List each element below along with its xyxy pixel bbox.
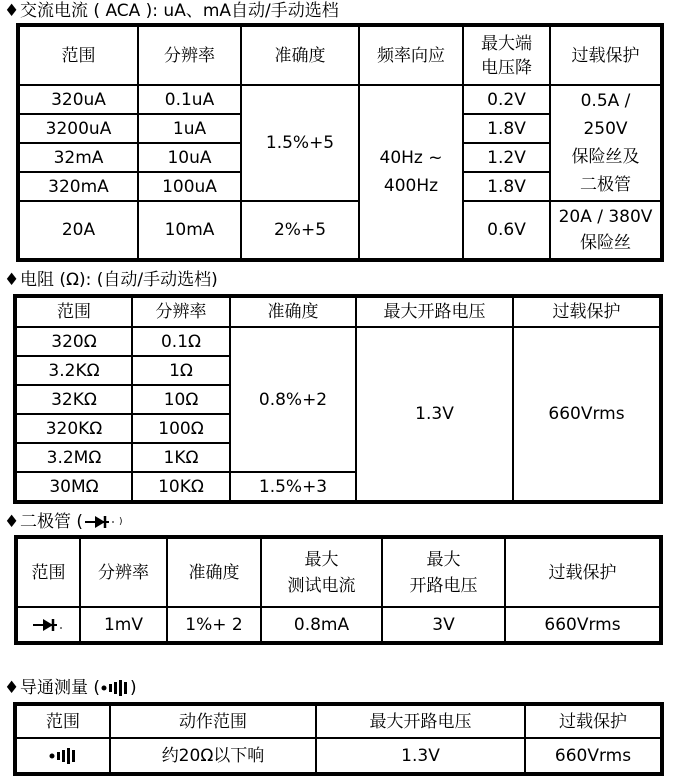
header-cell: 动作范围 <box>110 705 316 738</box>
range-cell: 32KΩ <box>16 385 132 414</box>
accuracy-cell: 2%+5 <box>241 201 359 259</box>
continuity-icon <box>100 678 130 698</box>
diode-icon <box>83 512 119 532</box>
resolution-cell: 0.1Ω <box>132 327 230 356</box>
header-cell: 最大端 电压降 <box>463 26 550 85</box>
frequency-cell: 40Hz ~ 400Hz <box>359 85 463 259</box>
resolution-cell: 100uA <box>138 172 241 201</box>
section-title-end: ) <box>119 517 123 527</box>
voltage-drop-cell: 1.2V <box>463 143 550 172</box>
header-cell: 过载保护 <box>525 705 661 738</box>
open-voltage-cell: 1.3V <box>356 327 513 501</box>
resistance-spec-table <box>15 296 661 502</box>
section-title-end: ) <box>130 678 137 698</box>
range-cell: 32mA <box>19 143 138 172</box>
section-title: 交流电流 ( ACA ): uA、mA自动/手动选档 <box>20 1 339 21</box>
action-range-cell: 约20Ω以下响 <box>110 738 316 773</box>
range-cell: 3.2MΩ <box>16 443 132 472</box>
protection-cell: 660Vrms <box>513 327 660 501</box>
voltage-drop-cell: 0.2V <box>463 85 550 114</box>
header-cell: 范围 <box>16 297 132 327</box>
voltage-drop-cell: 1.8V <box>463 172 550 201</box>
header-cell: 最大开路电压 <box>316 705 525 738</box>
header-cell: 最大开路电压 <box>356 297 513 327</box>
bullet-icon: ♦ <box>4 512 20 532</box>
range-cell <box>17 607 80 642</box>
header-cell: 最大 测试电流 <box>261 538 382 607</box>
header-cell: 准确度 <box>167 538 261 607</box>
header-cell: 最大 开路电压 <box>382 538 505 607</box>
range-cell: 3.2KΩ <box>16 356 132 385</box>
resolution-cell: 1KΩ <box>132 443 230 472</box>
aca-spec-table <box>18 25 662 260</box>
section-heading-continuity <box>4 677 137 699</box>
resolution-cell: 0.1uA <box>138 85 241 114</box>
protection-cell: 660Vrms <box>525 738 661 773</box>
open-voltage-cell: 3V <box>382 607 505 642</box>
range-cell: 320uA <box>19 85 138 114</box>
resolution-cell: 10mA <box>138 201 241 259</box>
header-cell: 范围 <box>16 705 110 738</box>
section-heading-diode <box>4 511 123 533</box>
test-current-cell: 0.8mA <box>261 607 382 642</box>
range-cell: 30MΩ <box>16 472 132 501</box>
diode-spec-table <box>16 537 661 643</box>
range-cell: 320KΩ <box>16 414 132 443</box>
header-cell: 过载保护 <box>550 26 661 85</box>
resolution-cell: 10Ω <box>132 385 230 414</box>
section-heading-aca <box>4 0 339 22</box>
header-cell: 分辨率 <box>80 538 167 607</box>
header-cell: 准确度 <box>230 297 356 327</box>
section-title: 电阻 (Ω): (自动/手动选档) <box>20 270 218 290</box>
bullet-icon: ♦ <box>4 1 20 21</box>
bullet-icon: ♦ <box>4 678 20 698</box>
resolution-cell: 1mV <box>80 607 167 642</box>
header-cell: 准确度 <box>241 26 359 85</box>
header-cell: 范围 <box>17 538 80 607</box>
continuity-spec-table <box>15 704 662 774</box>
accuracy-cell: 1%+ 2 <box>167 607 261 642</box>
voltage-drop-cell: 0.6V <box>463 201 550 259</box>
section-title: 二极管 ( <box>20 512 84 532</box>
header-cell: 频率向应 <box>359 26 463 85</box>
range-cell: 320mA <box>19 172 138 201</box>
resolution-cell: 10uA <box>138 143 241 172</box>
accuracy-cell: 0.8%+2 <box>230 327 356 472</box>
header-cell: 范围 <box>19 26 138 85</box>
diode-icon <box>31 615 67 635</box>
header-cell: 分辨率 <box>138 26 241 85</box>
header-cell: 过载保护 <box>513 297 660 327</box>
bullet-icon: ♦ <box>4 270 20 290</box>
voltage-drop-cell: 1.8V <box>463 114 550 143</box>
resolution-cell: 100Ω <box>132 414 230 443</box>
header-cell: 分辨率 <box>132 297 230 327</box>
range-cell: 20A <box>19 201 138 259</box>
section-heading-resistance <box>4 269 218 291</box>
protection-cell: 660Vrms <box>505 607 660 642</box>
resolution-cell: 1uA <box>138 114 241 143</box>
accuracy-cell: 1.5%+3 <box>230 472 356 501</box>
accuracy-cell: 1.5%+5 <box>241 85 359 201</box>
range-cell: 320Ω <box>16 327 132 356</box>
header-cell: 过载保护 <box>505 538 660 607</box>
section-title: 导通测量 ( <box>20 678 101 698</box>
resolution-cell: 10KΩ <box>132 472 230 501</box>
resolution-cell: 1Ω <box>132 356 230 385</box>
range-cell <box>16 738 110 773</box>
continuity-icon <box>48 746 78 766</box>
open-voltage-cell: 1.3V <box>316 738 525 773</box>
range-cell: 3200uA <box>19 114 138 143</box>
protection-cell: 0.5A / 250V 保险丝及 二极管 <box>550 85 661 201</box>
protection-cell: 20A / 380V 保险丝 <box>550 201 661 259</box>
